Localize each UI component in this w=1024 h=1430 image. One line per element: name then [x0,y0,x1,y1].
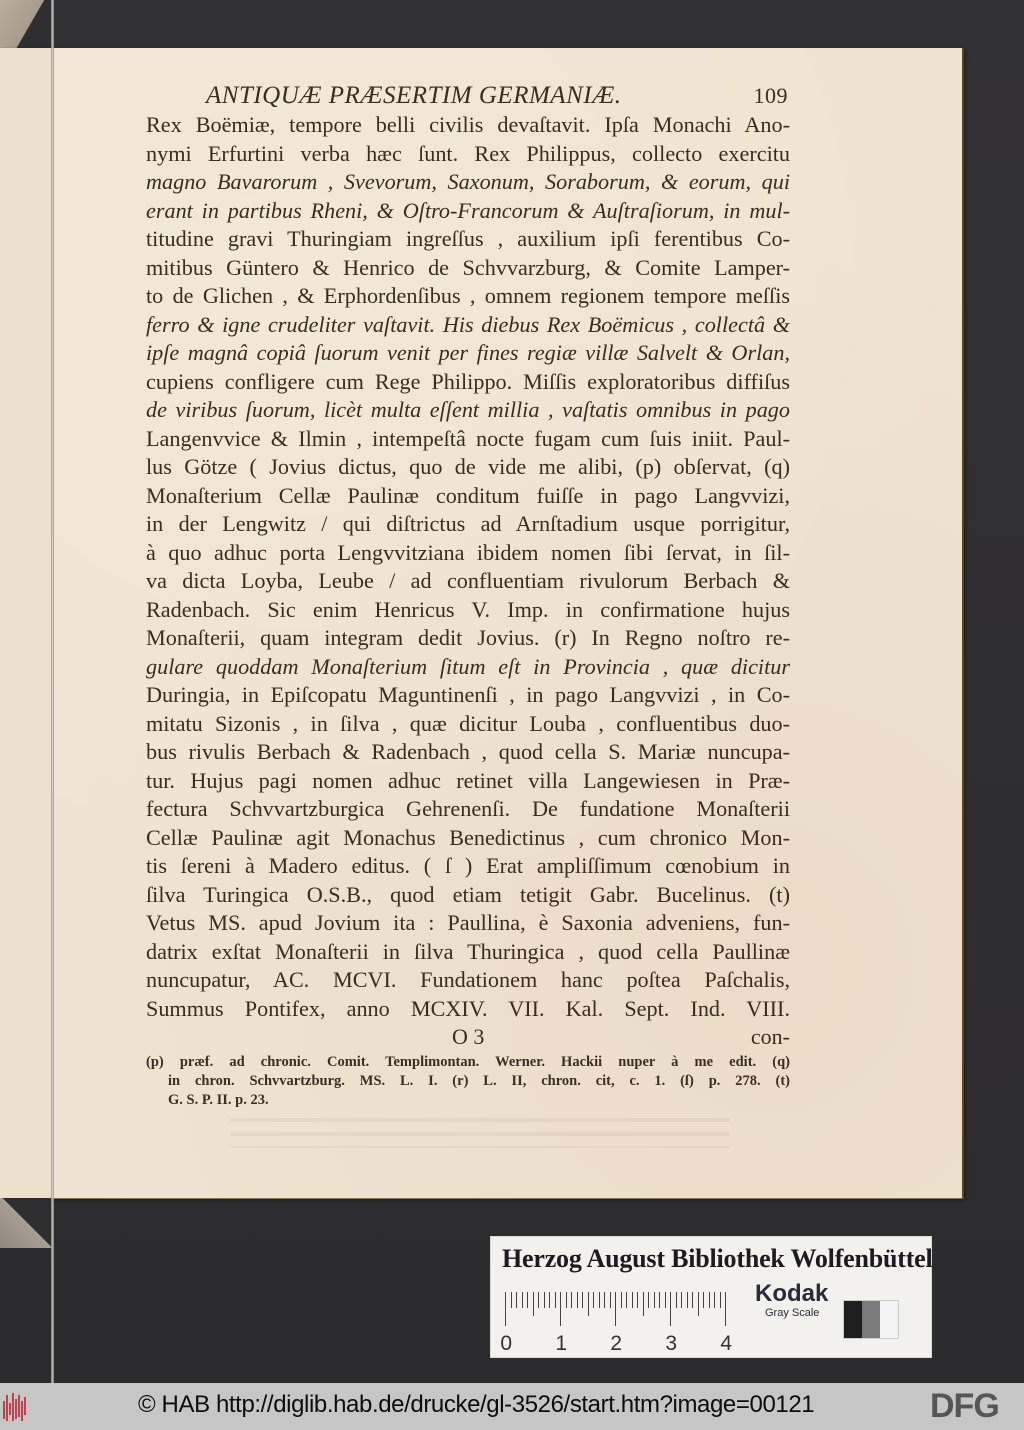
ruler-tick [626,1292,627,1308]
text-line: lus Götze ( Jovius dictus, quo de vide me alibi, (p) obſervat, (q) [146,454,790,479]
ruler-tick [544,1292,545,1308]
facing-page-corner-top [0,0,52,48]
footnote-line: G. S. P. II. p. 23. [168,1092,269,1108]
kodak-logo [755,1281,828,1319]
ruler-tick [665,1292,666,1308]
running-head [146,81,790,111]
ruler-tick [621,1292,622,1308]
gray-patch-white [880,1301,898,1338]
text-line: Summus Pontifex, anno MCXIV. VII. Kal. Sept. Ind. VIII. [146,995,790,1021]
ruler-tick [582,1292,583,1308]
text-line: Cellæ Paulinæ agit Monachus Benedictinus , cum chronico Mon- [146,824,790,850]
text-line: tur. Hujus pagi nomen adhuc retinet villa Langewiesen in Præ- [146,767,790,793]
text-line: gulare quoddam Monaſterium ſitum eſt in Provincia , quæ dicitur [146,653,790,679]
ruler-label: 1 [555,1332,568,1355]
text-line: Vetus MS. apud Jovium ita : Paullina, è Saxonia adveniens, fun- [146,910,790,935]
ruler-tick [560,1292,561,1326]
ruler-tick [610,1292,611,1308]
text-line: Rex Boëmiæ, tempore belli civilis devaſtavit. Ipſa Monachi Ano- [146,112,790,137]
ruler-tick [511,1292,512,1308]
text-line: erant in partibus Rheni, & Oſtro-Francorum & Auſtraſiorum, in mul- [146,197,790,223]
ruler-tick [577,1292,578,1308]
text-line: titudine gravi Thuringiam ingreſſus , auxilium ipſi ferentibus Co- [146,226,790,251]
ruler-tick [599,1292,600,1308]
calibration-card [490,1236,932,1358]
ruler-tick [632,1292,633,1308]
book-page [0,48,964,1199]
page-number: 109 [753,83,788,108]
ruler-tick [654,1292,655,1308]
text-line: datrix exſtat Monaſterii in ſilva Thuringica , quod cella Paullinæ [146,938,790,964]
ruler-tick [571,1292,572,1308]
kodak-brand: Kodak [755,1280,829,1307]
text-line: tis ſereni à Madero editus. ( ſ ) Erat ampliſſimum cœnobium in [146,853,790,878]
running-head-title: ANTIQUÆ PRÆSERTIM GERMANIÆ. [206,82,622,109]
text-line: Langenvvice & Ilmin , intempeſtâ nocte fugam cum ſuis iniit. Paul- [146,425,790,451]
text-line: va dicta Loyba, Leube / ad confluentiam rivulorum Berbach & [146,568,790,593]
text-line: nuncupatur, AC. MCVI. Fundationem hanc poſtea Paſchalis, [146,967,790,992]
text-line: cupiens confligere cum Rege Philippo. Miſſis exploratoribus diffiſus [146,368,790,394]
text-line: de viribus ſuorum, licèt multa eſſent millia , vaſtatis omnibus in pago [146,397,790,422]
ruler-tick [604,1292,605,1308]
text-line: Duringia, in Epiſcopatu Maguntinenſi , in pago Langvvizi , in Co- [146,682,790,707]
text-line: bus rivulis Berbach & Radenbach , quod cella S. Mariæ nuncupa- [146,739,790,764]
ruler-tick [698,1292,699,1316]
signature-mark: O 3 [452,1024,485,1049]
text-line: magno Bavarorum , Svevorum, Saxonum, Soraborum, & eorum, qui [146,169,790,194]
ruler-label: 4 [720,1332,733,1355]
ruler-tick [527,1292,528,1308]
ruler-tick [720,1292,721,1308]
gray-patch-mid [862,1301,880,1338]
ruler-tick [522,1292,523,1308]
ruler-label: 2 [610,1332,623,1355]
footnote-line: in chron. Schvvartzburg. MS. L. I. (r) L. II, chron. cit, c. 1. (ſ) p. 278. (t) [168,1073,790,1089]
facing-page-corner-bottom [0,1198,52,1248]
signature-row [146,1023,790,1051]
text-line: Monaſterii, quam integram dedit Jovius. (r) In Regno noſtro re- [146,625,790,650]
ruler-tick [615,1292,616,1326]
ruler-tick [549,1292,550,1308]
ruler-label: 0 [500,1332,513,1355]
text-line: mitatu Sizonis , in ſilva , quæ dicitur Louba , confluentibus duo- [146,710,790,736]
page-text-block [146,81,790,1110]
text-line: ipſe magnâ copiâ ſuorum venit per fines regiæ villæ Salvelt & Orlan, [146,340,790,365]
text-line: fectura Schvvartzburgica Gehrenenſi. De fundatione Monaſterii [146,796,790,821]
cm-ruler [500,1292,735,1355]
text-line: mitibus Güntero & Henrico de Schvvarzburg, & Comite Lamper- [146,254,790,280]
text-line: ferro & igne crudeliter vaſtavit. His diebus Rex Boëmicus , collectâ & [146,311,790,337]
ruler-tick [703,1292,704,1308]
footnote-line: (p) præf. ad chronic. Comit. Templimontan. Werner. Hackii nuper à me edit. (q) [146,1054,790,1070]
text-line: ſilva Turingica O.S.B., quod etiam tetigit Gabr. Bucelinus. (t) [146,881,790,907]
book-spine-line [51,0,54,1383]
ruler-tick [692,1292,693,1308]
ruler-tick [648,1292,649,1308]
ruler-tick [593,1292,594,1308]
dfg-logo: DFG [930,1387,999,1425]
text-line: à quo adhuc porta Lengvvitziana ibidem nomen ſibi ſervat, in ſil- [146,539,790,565]
gray-scale-patches [843,1300,899,1339]
footer-bar [0,1383,1024,1430]
text-line: in der Lengwitz / qui diſtrictus ad Arnſtadium usque porrigitur, [146,511,790,536]
ruler-tick [516,1292,517,1308]
ruler-tick [643,1292,644,1316]
ruler-tick [538,1292,539,1308]
catchword: con- [750,1024,790,1049]
ruler-tick [533,1292,534,1316]
ruler-tick [588,1292,589,1316]
ruler-tick [709,1292,710,1308]
ruler-label: 3 [665,1332,678,1355]
kodak-gray-scale-label: Gray Scale [765,1307,820,1319]
text-line: Monaſterium Cellæ Paulinæ conditum fuiſſe in pago Langvvizi, [146,482,790,508]
library-name: Herzog August Bibliothek Wolfenbüttel [502,1244,933,1273]
ruler-tick [555,1292,556,1308]
facing-page-edge [0,48,52,1198]
body-text [146,111,790,1023]
hab-logo-icon [2,1391,26,1423]
copyright-url: © HAB http://diglib.hab.de/drucke/gl-3526/start.htm?image=00121 [138,1391,815,1418]
ruler-tick [725,1292,726,1326]
text-line: Radenbach. Sic enim Henricus V. Imp. in confirmatione hujus [146,596,790,622]
ruler-tick [681,1292,682,1308]
ruler-tick [566,1292,567,1308]
ruler-tick [637,1292,638,1308]
ruler-tick [659,1292,660,1308]
show-through-text [230,1108,730,1148]
ruler-tick [670,1292,671,1326]
gray-patch-black [844,1301,862,1338]
text-line: to de Glichen , & Erphordenſibus , omnem regionem tempore meſſis [146,283,790,308]
ruler-tick [676,1292,677,1308]
footnotes [146,1053,790,1110]
ruler-tick [714,1292,715,1308]
text-line: nymi Erfurtini verba hæc ſunt. Rex Philippus, collecto exercitu [146,140,790,166]
ruler-tick [505,1292,506,1326]
ruler-tick [687,1292,688,1308]
